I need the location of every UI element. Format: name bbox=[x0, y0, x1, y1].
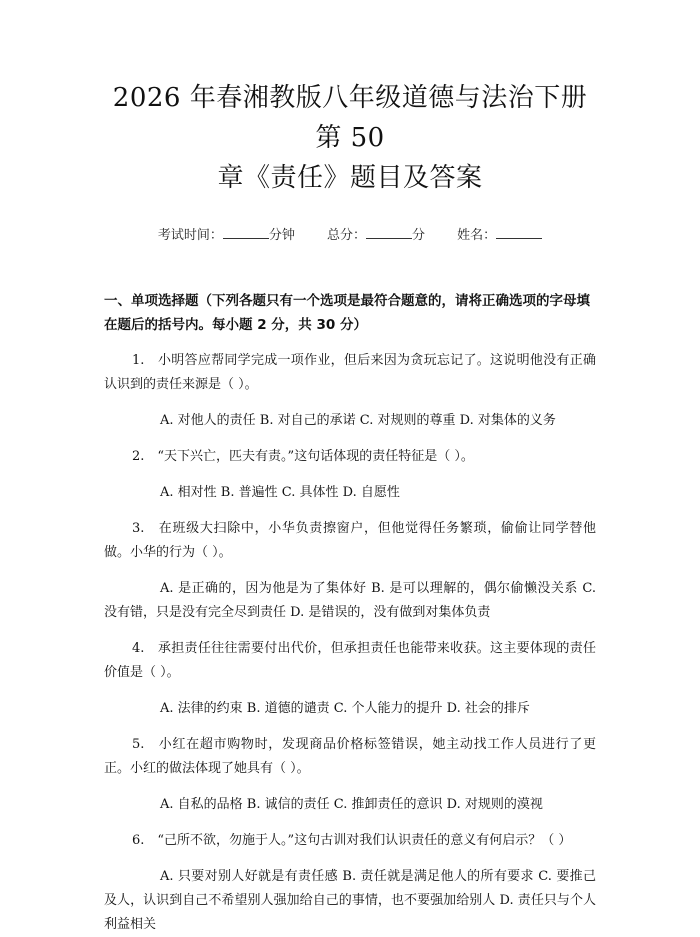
question-5-stem: 5. 小红在超市购物时，发现商品价格标签错误，她主动找工作人员进行了更正。小红的做法体现了她具有（ ）。 bbox=[104, 737, 596, 776]
question-6-options: A. 只要对别人好就是有责任感 B. 责任就是满足他人的所有要求 C. 要推己及人，认识到自己不希望别人强加给自己的事情，也不要强加给别人 D. 责任只与个人利益相关 bbox=[104, 869, 596, 932]
exam-meta bbox=[104, 224, 596, 243]
exam-name bbox=[457, 228, 542, 243]
question-2-options: A. 相对性 B. 普遍性 C. 具体性 D. 自愿性 bbox=[160, 485, 400, 500]
title-line-2: 章《责任》题目及答案 bbox=[217, 163, 483, 193]
document-title bbox=[104, 78, 596, 198]
question-1-options: A. 对他人的责任 B. 对自己的承诺 C. 对规则的尊重 D. 对集体的义务 bbox=[160, 413, 556, 428]
exam-time-label: 考试时间： bbox=[157, 228, 223, 243]
exam-score-label: 总分： bbox=[326, 228, 366, 243]
exam-score-blank bbox=[366, 226, 412, 239]
question-3-options: A. 是正确的，因为他是为了集体好 B. 是可以理解的，偶尔偷懒没关系 C. 没有错，只是没有完全尽到责任 D. 是错误的，没有做到对集体负责 bbox=[104, 581, 596, 620]
exam-time-blank bbox=[223, 226, 269, 239]
question-3-stem: 3. 在班级大扫除中，小华负责擦窗户，但他觉得任务繁琐，偷偷让同学替他做。小华的行为（ ）。 bbox=[104, 521, 596, 560]
section-title: 一、单项选择题（下列各题只有一个选项是最符合题意的，请将正确选项的字母填在题后的括号内。每小题 2 分，共 30 分） bbox=[104, 293, 590, 333]
exam-name-label: 姓名： bbox=[457, 228, 497, 243]
exam-name-blank bbox=[496, 226, 542, 239]
exam-score-unit: 分 bbox=[412, 228, 426, 243]
exam-score bbox=[327, 228, 425, 243]
question-5-options: A. 自私的品格 B. 诚信的责任 C. 推卸责任的意识 D. 对规则的漠视 bbox=[160, 797, 543, 812]
question-4-options: A. 法律的约束 B. 道德的谴责 C. 个人能力的提升 D. 社会的排斥 bbox=[160, 701, 530, 716]
question-1-stem: 1. 小明答应帮同学完成一项作业，但后来因为贪玩忘记了。这说明他没有正确认识到的责任来源是（ ）。 bbox=[104, 353, 596, 392]
exam-time bbox=[158, 228, 295, 243]
exam-time-unit: 分钟 bbox=[268, 228, 295, 243]
question-4-stem: 4. 承担责任往往需要付出代价，但承担责任也能带来收获。这主要体现的责任价值是（ ）。 bbox=[104, 641, 596, 680]
question-2-stem: 2. “天下兴亡，匹夫有责。”这句话体现的责任特征是（ ）。 bbox=[132, 449, 474, 464]
question-6-stem: 6. “己所不欲，勿施于人。”这句古训对我们认识责任的意义有何启示？（ ） bbox=[132, 833, 572, 848]
title-line-1: 2026 年春湘教版八年级道德与法治下册第 50 bbox=[112, 83, 588, 153]
